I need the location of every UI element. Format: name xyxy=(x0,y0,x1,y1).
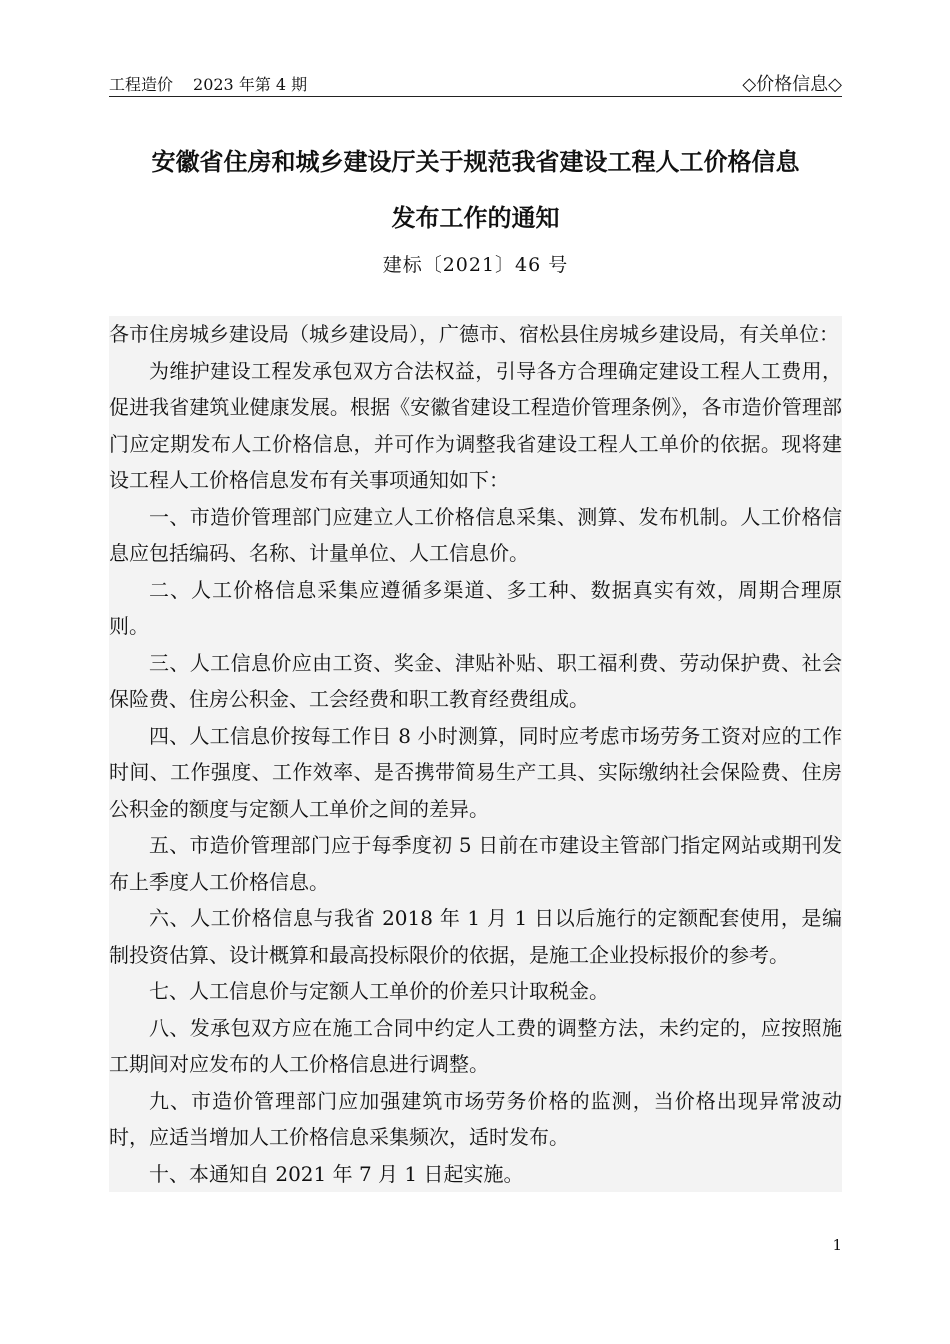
paragraph-intro: 为维护建设工程发承包双方合法权益，引导各方合理确定建设工程人工费用，促进我省建筑业健康发展。根据《安徽省建设工程造价管理条例》，各市造价管理部门应定期发布人工价格信息，并可作为调整我省建设工程人工单价的依据。现将建设工程人工价格信息发布有关事项通知如下： xyxy=(109,358,842,492)
page-number: 1 xyxy=(832,1236,842,1254)
section-label: ◇价格信息◇ xyxy=(742,74,842,95)
paragraph-item-10: 十、本通知自 2021 年 7 月 1 日起实施。 xyxy=(149,1161,524,1186)
document-title-line-1: 安徽省住房和城乡建设厅关于规范我省建设工程人工价格信息 xyxy=(151,148,800,176)
journal-info xyxy=(109,72,307,95)
document-number: 建标〔2021〕46 号 xyxy=(382,254,569,276)
journal-name: 工程造价 xyxy=(109,75,174,94)
paragraph-item-7: 七、人工信息价与定额人工单价的价差只计取税金。 xyxy=(149,979,609,1003)
paragraph-item-3: 三、人工信息价应由工资、奖金、津贴补贴、职工福利费、劳动保护费、社会保险费、住房公积金、工会经费和职工教育经费组成。 xyxy=(109,650,842,711)
running-header xyxy=(109,66,842,97)
document-title-line-2: 发布工作的通知 xyxy=(391,204,560,232)
paragraph-item-1: 一、市造价管理部门应建立人工价格信息采集、测算、发布机制。人工价格信息应包括编码、名称、计量单位、人工信息价。 xyxy=(109,504,842,565)
paragraph-item-2: 二、人工价格信息采集应遵循多渠道、多工种、数据真实有效，周期合理原则。 xyxy=(109,577,842,638)
paragraph-item-6: 六、人工价格信息与我省 2018 年 1 月 1 日以后施行的定额配套使用，是编制投资估算、设计概算和最高投标限价的依据，是施工企业投标报价的参考。 xyxy=(109,906,842,967)
salutation: 各市住房城乡建设局（城乡建设局），广德市、宿松县住房城乡建设局，有关单位： xyxy=(109,322,839,346)
paragraph-item-8: 八、发承包双方应在施工合同中约定人工费的调整方法，未约定的，应按照施工期间对应发布的人工价格信息进行调整。 xyxy=(109,1015,842,1076)
document-body xyxy=(109,316,842,1192)
paragraph-item-9: 九、市造价管理部门应加强建筑市场劳务价格的监测，当价格出现异常波动时，应适当增加人工价格信息采集频次，适时发布。 xyxy=(109,1088,842,1149)
paragraph-item-4: 四、人工信息价按每工作日 8 小时测算，同时应考虑市场劳务工资对应的工作时间、工作强度、工作效率、是否携带简易生产工具、实际缴纳社会保险费、住房公积金的额度与定额人工单价之间的差异。 xyxy=(109,723,842,821)
issue-label: 2023 年第 4 期 xyxy=(193,75,308,94)
paragraph-item-5: 五、市造价管理部门应于每季度初 5 日前在市建设主管部门指定网站或期刊发布上季度人工价格信息。 xyxy=(109,833,842,894)
